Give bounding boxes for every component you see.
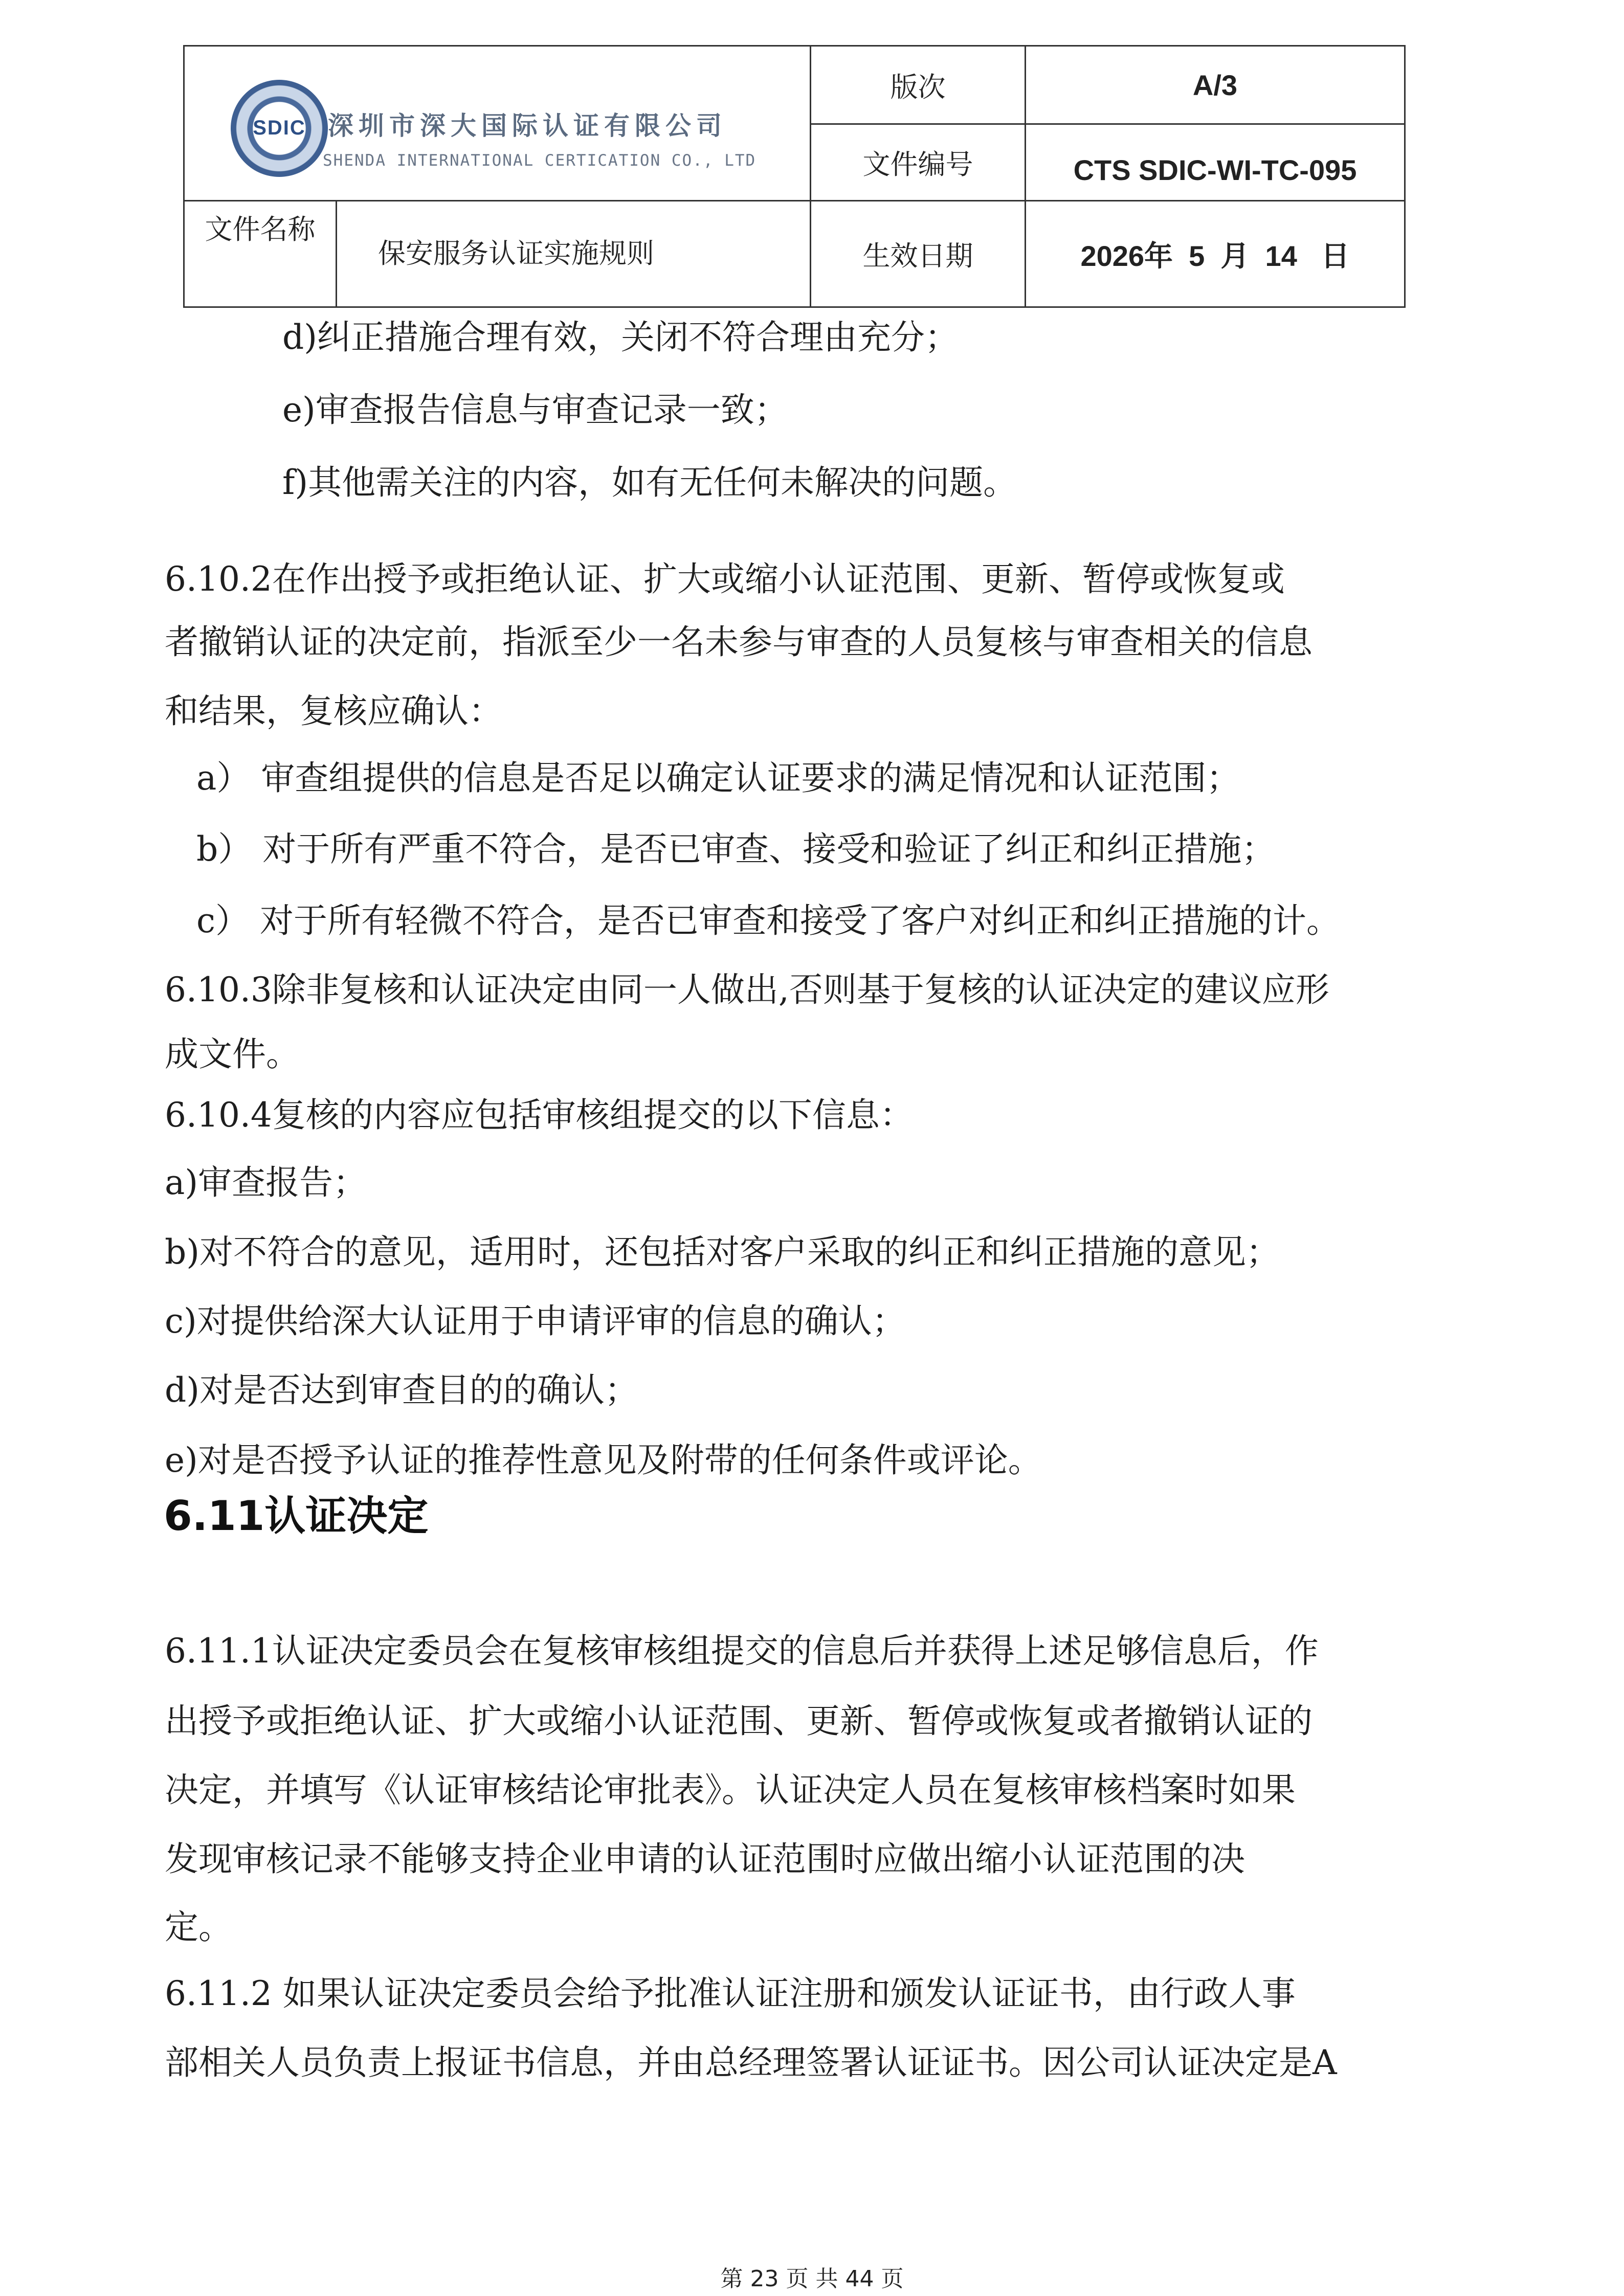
page-number-footer: 第 23 页 共 44 页	[720, 2266, 904, 2292]
paragraph-line: 发现审核记录不能够支持企业申请的认证范围时应做出缩小认证范围的决	[165, 1839, 1245, 1879]
paragraph-line: 部相关人员负责上报证书信息，并由总经理签署认证证书。因公司认证决定是A	[165, 2043, 1337, 2082]
company-name-cn: 深圳市深大国际认证有限公司	[328, 111, 727, 141]
section-heading: 6.11认证决定	[164, 1492, 429, 1540]
document-number-value: CTS SDIC-WI-TC-095	[1073, 154, 1357, 186]
paragraph-line: 6.11.2 如果认证决定委员会给予批准认证注册和颁发认证证书，由行政人事	[165, 1974, 1296, 2013]
list-item: b） 对于所有严重不符合，是否已审查、接受和验证了纠正和纠正措施；	[196, 829, 1276, 869]
list-item: c） 对于所有轻微不符合，是否已审查和接受了客户对纠正和纠正措施的计。	[196, 901, 1340, 940]
paragraph-line: f)其他需关注的内容，如有无任何未解决的问题。	[282, 463, 1017, 502]
paragraph-line: 者撤销认证的决定前，指派至少一名未参与审查的人员复核与审查相关的信息	[165, 622, 1312, 662]
document-name-value: 保安服务认证实施规则	[378, 237, 654, 269]
list-item: a)审查报告；	[165, 1163, 367, 1202]
paragraph-line: 6.10.4复核的内容应包括审核组提交的以下信息：	[165, 1095, 914, 1135]
document-header-table	[183, 45, 1406, 308]
list-item: c)对提供给深大认证用于申请评审的信息的确认；	[165, 1301, 906, 1341]
list-item: b)对不符合的意见，适用时，还包括对客户采取的纠正和纠正措施的意见；	[165, 1232, 1280, 1272]
company-name-en: SHENDA INTERNATIONAL CERTICATION CO., LTD	[323, 151, 757, 170]
list-item: a） 审查组提供的信息是否足以确定认证要求的满足情况和认证范围；	[196, 758, 1240, 798]
paragraph-line: 定。	[165, 1907, 232, 1947]
paragraph-line: e)审查报告信息与审查记录一致；	[282, 390, 788, 430]
paragraph-line: d)纠正措施合理有效，关闭不符合理由充分；	[282, 318, 959, 357]
sdic-seal-icon: SDIC	[231, 80, 328, 177]
paragraph-line: 和结果，复核应确认：	[165, 691, 502, 731]
document-number-label: 文件编号	[862, 148, 973, 181]
paragraph-line: 出授予或拒绝认证、扩大或缩小认证范围、更新、暂停或恢复或者撤销认证的	[165, 1701, 1312, 1741]
paragraph-line: 6.10.2在作出授予或拒绝认证、扩大或缩小认证范围、更新、暂停或恢复或	[165, 559, 1285, 599]
version-value: A/3	[1192, 69, 1238, 101]
list-item: d)对是否达到审查目的的确认；	[165, 1370, 638, 1410]
document-name-label: 文件名称	[205, 213, 316, 245]
paragraph-line: 6.10.3除非复核和认证决定由同一人做出,否则基于复核的认证决定的建议应形	[165, 970, 1329, 1009]
list-item: e)对是否授予认证的推荐性意见及附带的任何条件或评论。	[165, 1440, 1042, 1480]
company-logo	[231, 75, 768, 218]
paragraph-line: 决定，并填写《认证审核结论审批表》。认证决定人员在复核审核档案时如果	[165, 1770, 1296, 1810]
version-label: 版次	[890, 71, 946, 103]
effective-date-label: 生效日期	[862, 240, 973, 272]
paragraph-line: 成文件。	[165, 1034, 300, 1074]
effective-date-value: 2026年 5 月 14 日	[1080, 239, 1350, 272]
paragraph-line: 6.11.1认证决定委员会在复核审核组提交的信息后并获得上述足够信息后，作	[165, 1631, 1319, 1671]
